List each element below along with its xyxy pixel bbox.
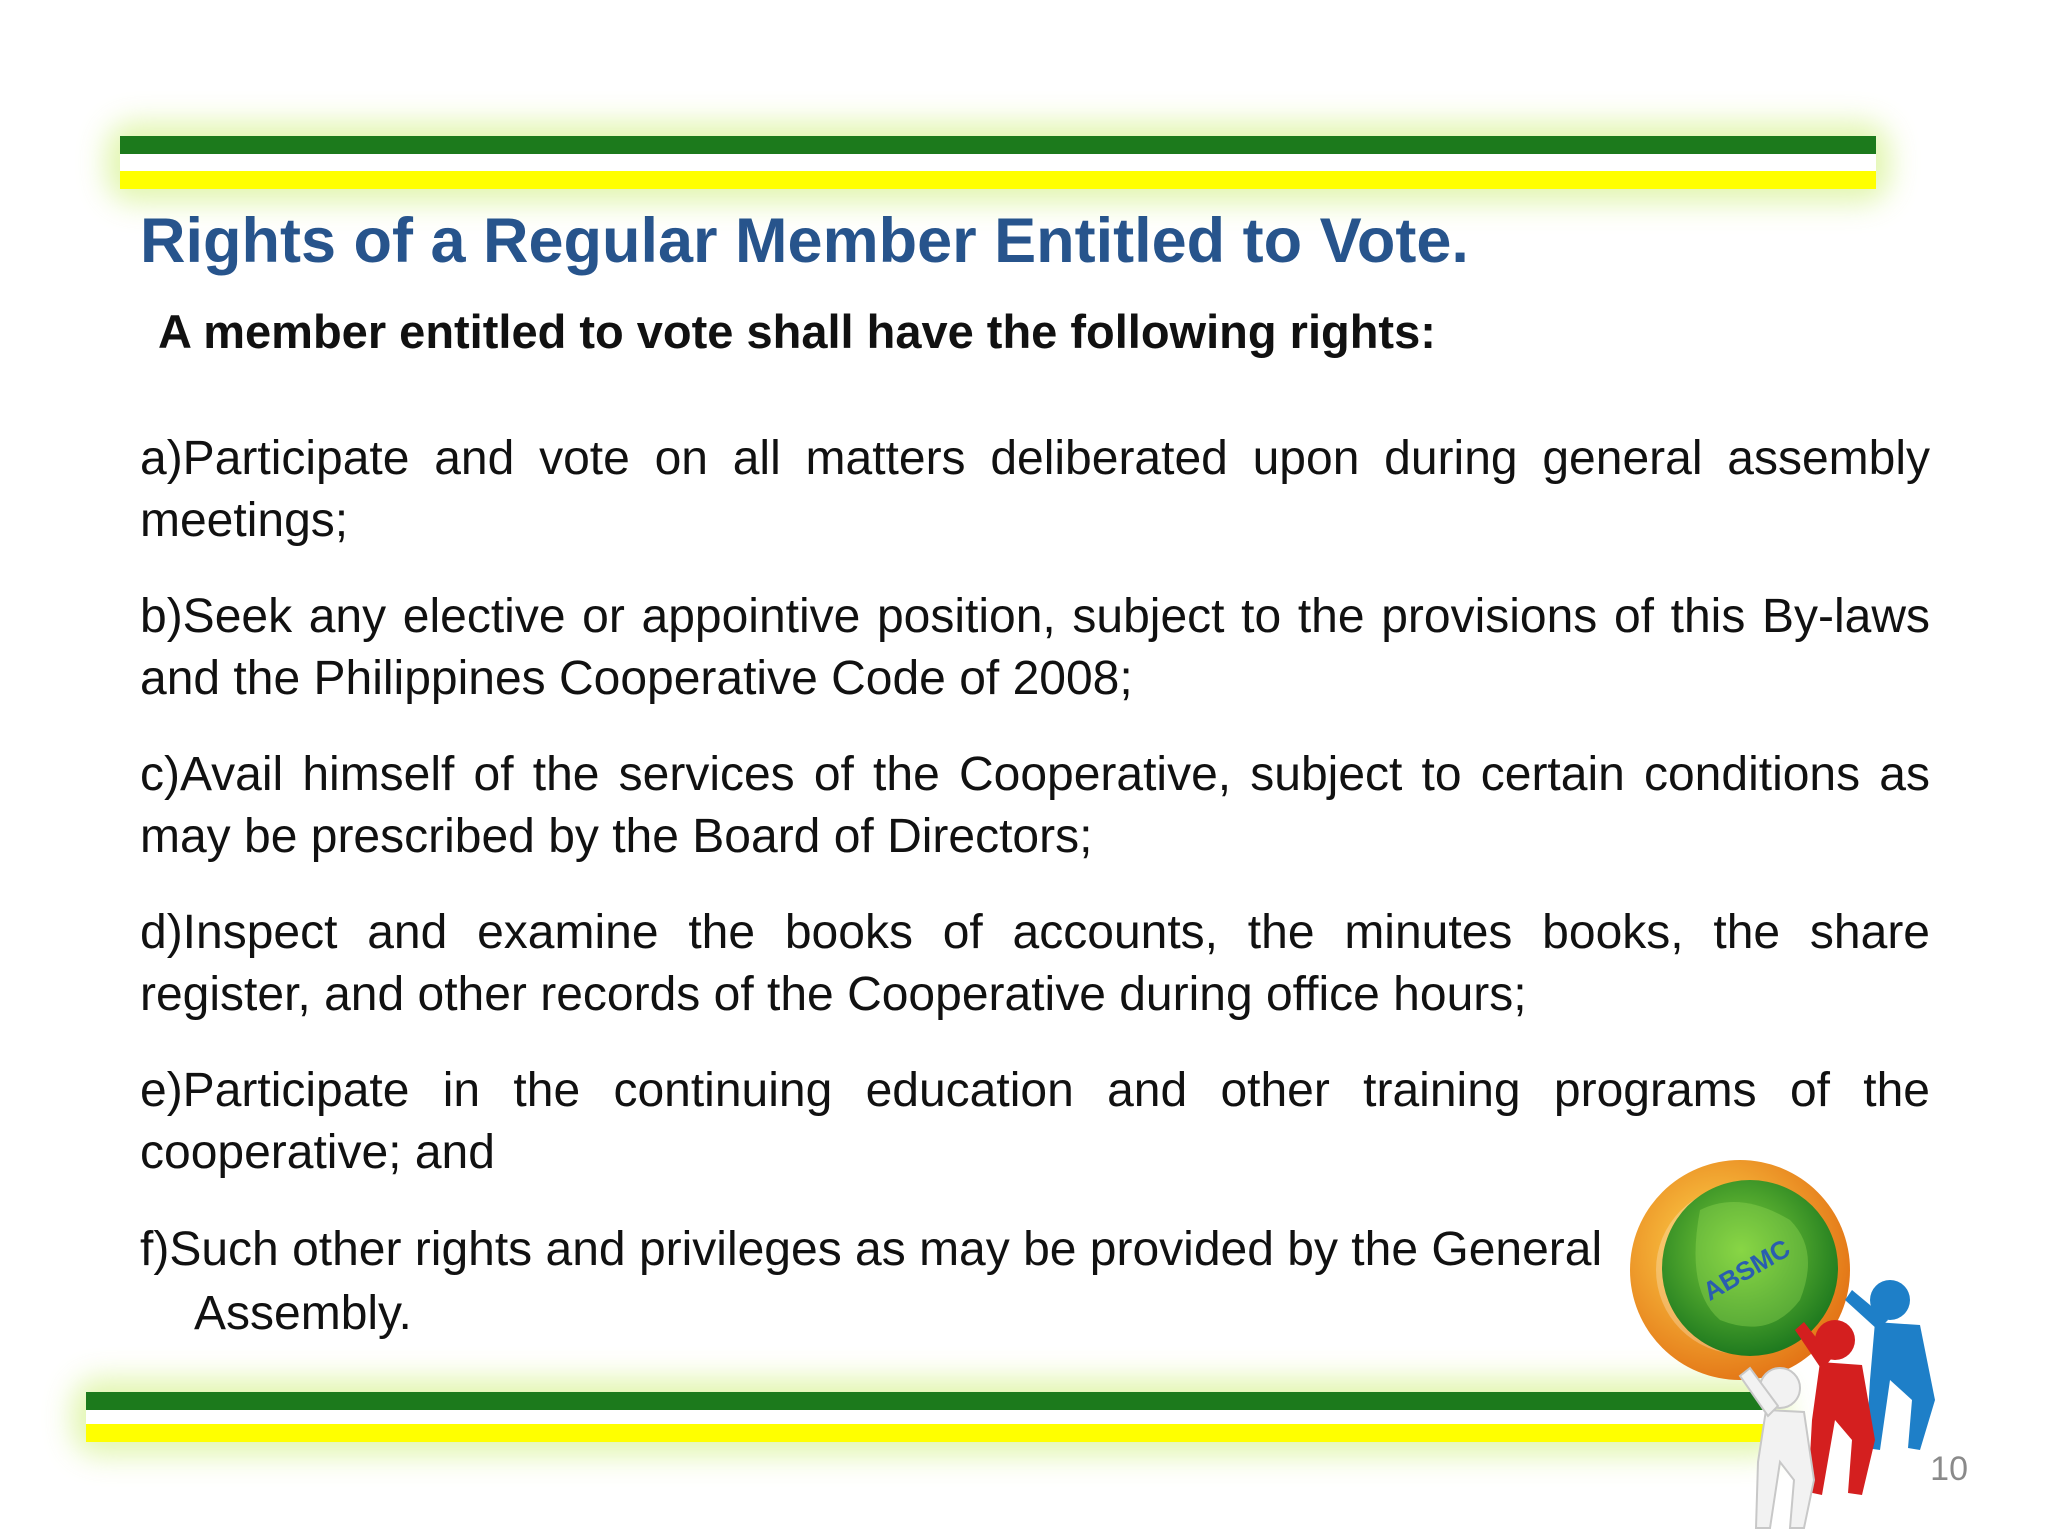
- rights-list-item: b)Seek any elective or appointive position, subject to the provisions of this By-laws and the Philippines Cooperative Code of 2008;: [140, 590, 1930, 705]
- bottom-decorative-bars: [86, 1392, 1772, 1442]
- top-green-bar: [120, 136, 1876, 154]
- rights-list-item-last-line1: f)Such other rights and privileges as may be provided by the General: [140, 1223, 1603, 1276]
- rights-list-item: d)Inspect and examine the books of accounts, the minutes books, the share register, and other records of the Cooperative during office hours;: [140, 906, 1930, 1021]
- slide-title: Rights of a Regular Member Entitled to Vote.: [140, 206, 1469, 276]
- page-number: 10: [1930, 1450, 1968, 1488]
- top-decorative-bars: [120, 136, 1876, 189]
- slide-subtitle: A member entitled to vote shall have the following rights:: [158, 305, 1436, 358]
- rights-list-item: c)Avail himself of the services of the Cooperative, subject to certain conditions as may be prescribed by the Board of Directors;: [140, 748, 1930, 863]
- bottom-green-bar: [86, 1392, 1772, 1410]
- rights-list-item: e)Participate in the continuing education and other training programs of the cooperative; and: [140, 1064, 1930, 1179]
- rights-list-item-last-line2: Assembly.: [194, 1287, 412, 1340]
- bottom-yellow-bar: [86, 1424, 1772, 1442]
- logo-text: ABSMC: [1697, 1232, 1796, 1307]
- rights-list-item: a)Participate and vote on all matters deliberated upon during general assembly meetings;: [140, 432, 1930, 547]
- top-yellow-bar: [120, 171, 1876, 189]
- rights-list-item-last: [140, 1218, 1740, 1346]
